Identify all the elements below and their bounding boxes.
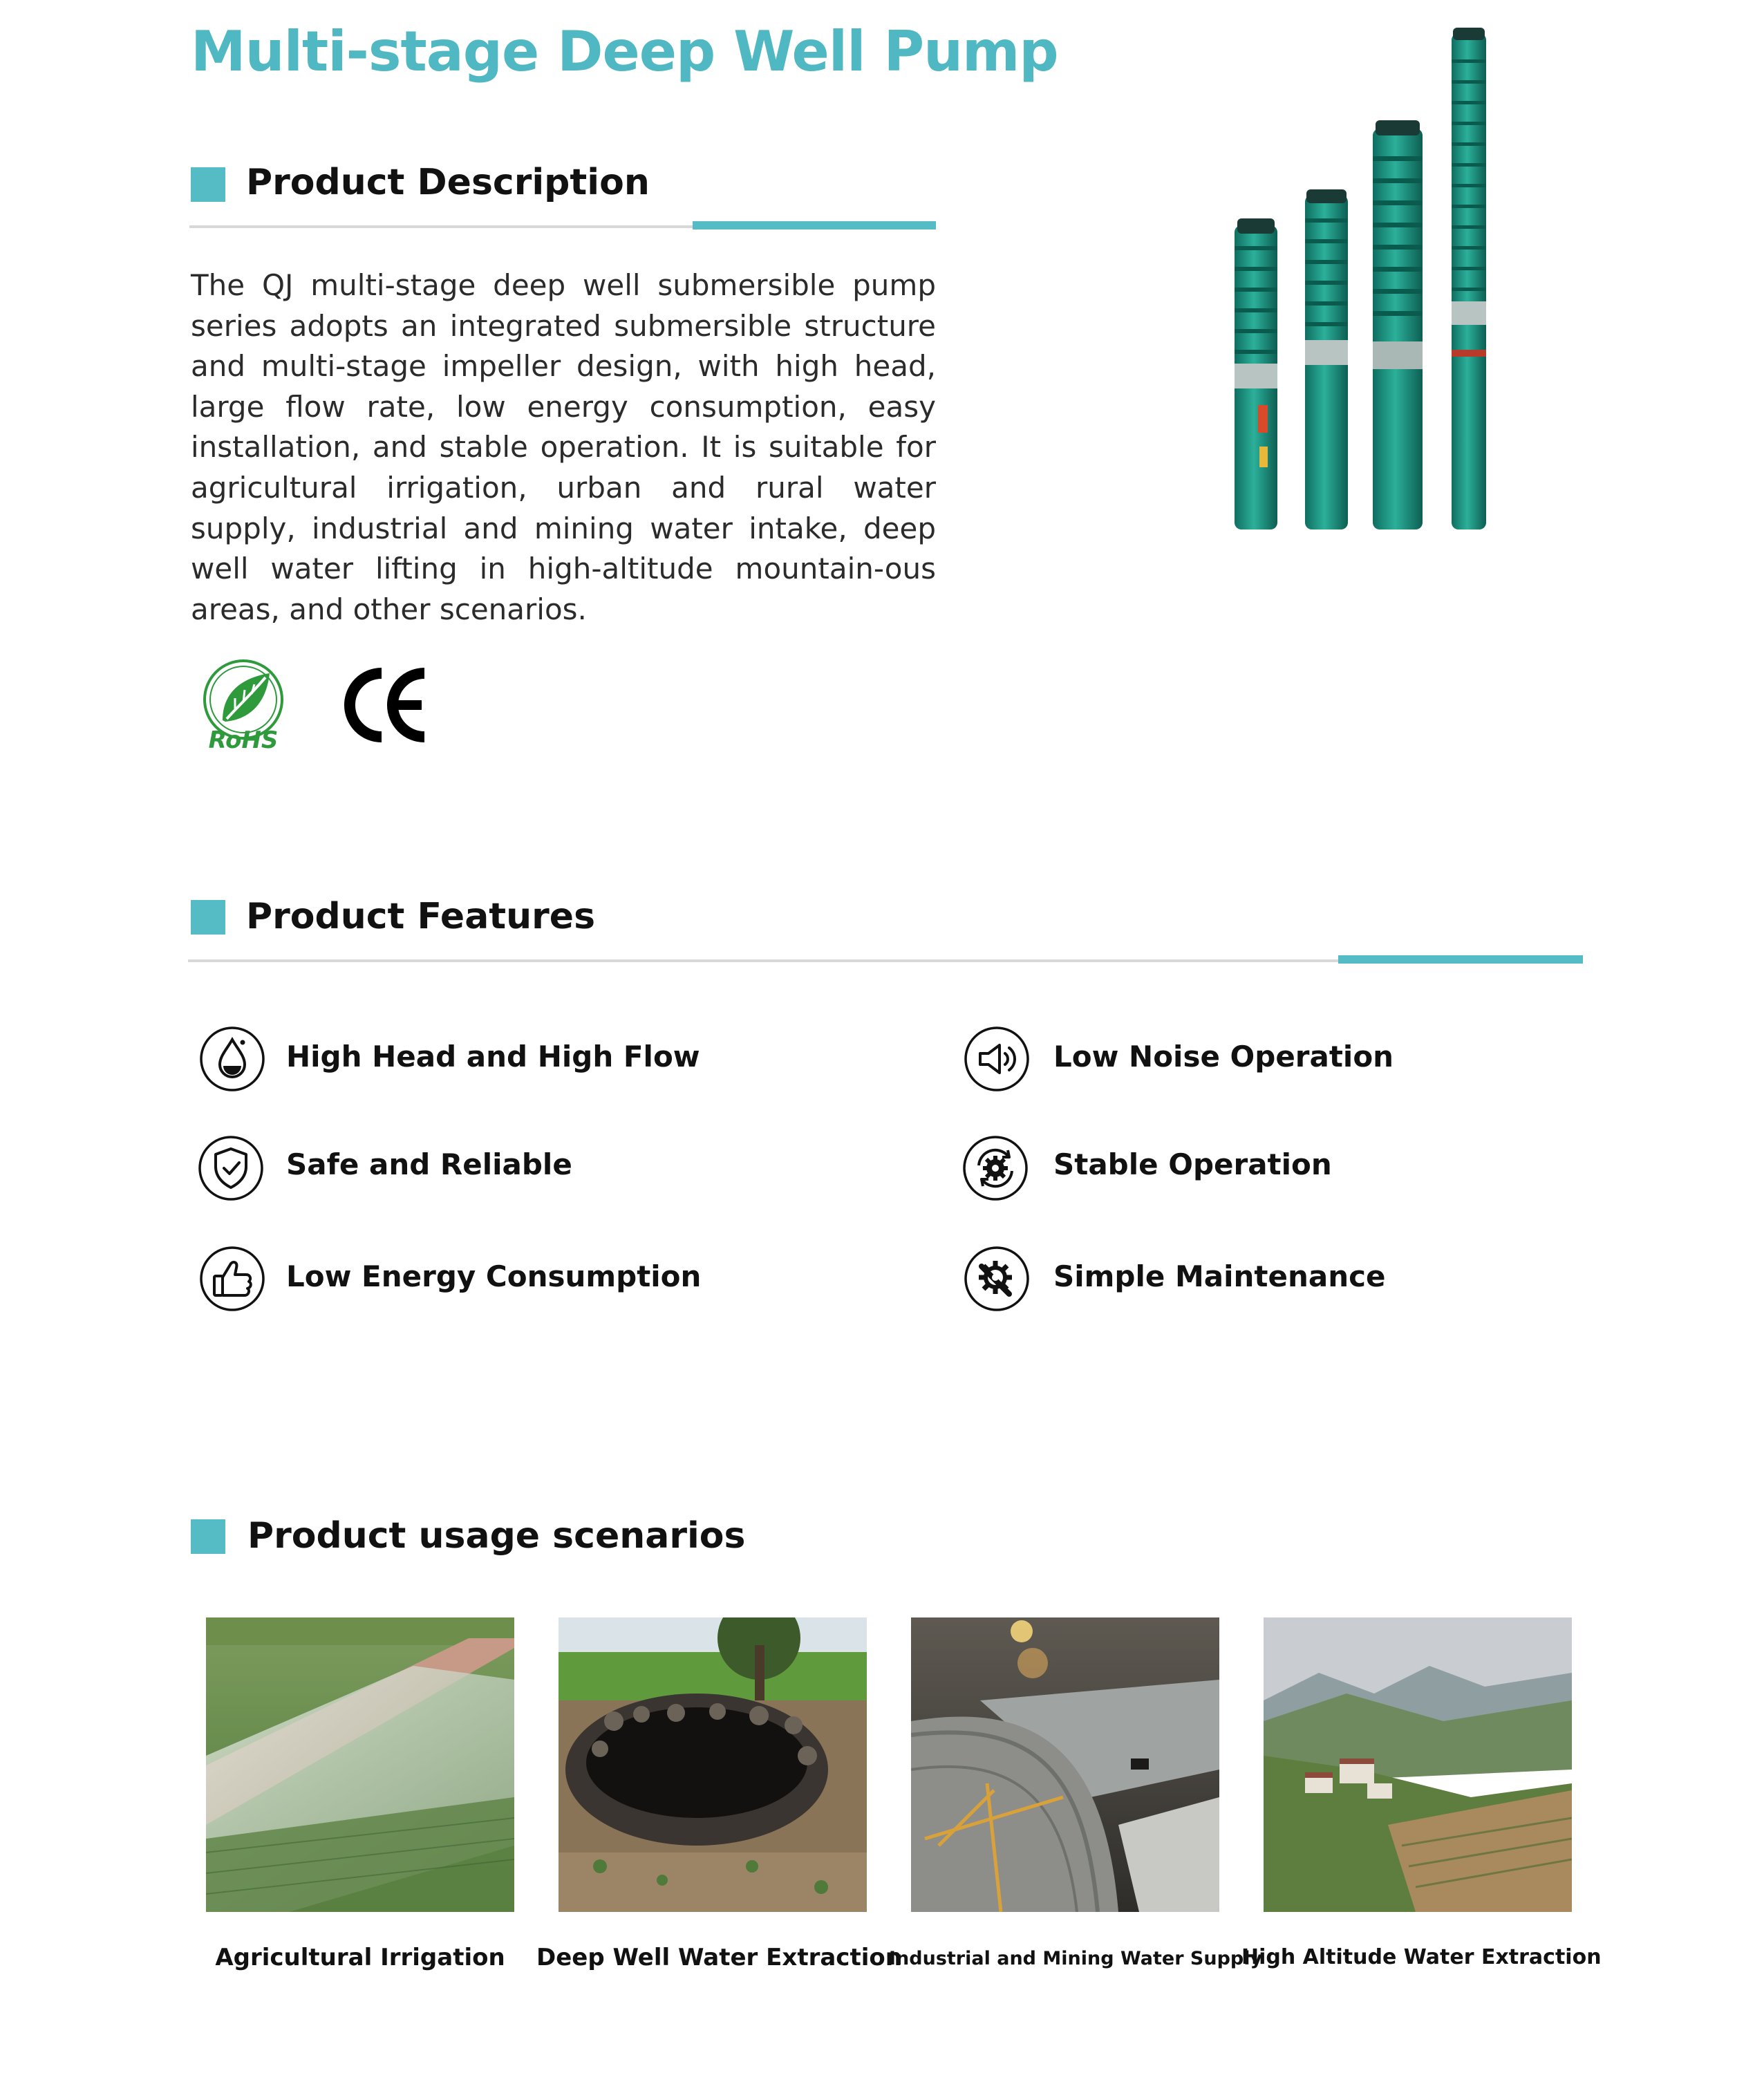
- svg-text:RoHS: RoHS: [208, 726, 279, 753]
- page-title: Multi-stage Deep Well Pump: [191, 19, 1058, 84]
- section-marker: [191, 167, 225, 202]
- scenario-image-industrial: [911, 1617, 1219, 1912]
- scenario-caption: Industrial and Mining Water Supply: [889, 1948, 1263, 1969]
- ce-mark: [341, 664, 431, 747]
- pump-image: [1217, 25, 1507, 536]
- shield-check-icon: [198, 1135, 264, 1201]
- features-heading: Product Features: [246, 896, 596, 937]
- scenario-caption: Agricultural Irrigation: [215, 1944, 505, 1971]
- wrench-gear-icon: [964, 1246, 1030, 1312]
- pump-1: [1235, 218, 1277, 529]
- description-heading: Product Description: [246, 162, 650, 203]
- water-drop-icon: [199, 1026, 265, 1092]
- description-text: The QJ multi-stage deep well submersible pump series adopts an integrated submersible structure and multi-stage impeller design, with high head, large flow rate, low energy consumption, easy installation, and stable operation. It is suitable for agricultural irrigation, urban and rural water supply, industrial and mining water intake, deep well water lifting in high-altitude mountain-ous areas, and other scenarios.: [191, 268, 936, 626]
- pump-3: [1373, 120, 1423, 529]
- section-divider-accent: [693, 221, 936, 229]
- scenarios-heading: Product usage scenarios: [247, 1515, 746, 1557]
- gear-cycle-icon: [962, 1135, 1029, 1201]
- speaker-icon: [964, 1026, 1030, 1092]
- scenario-image-deep-well: [559, 1617, 867, 1912]
- feature-label: Simple Maintenance: [1053, 1259, 1386, 1293]
- scenario-caption: High Altitude Water Extraction: [1241, 1945, 1602, 1969]
- feature-label: Low Energy Consumption: [286, 1259, 702, 1293]
- thumbs-up-icon: [199, 1246, 265, 1312]
- rohs-logo: [195, 657, 292, 753]
- scenario-image-high-altitude: [1264, 1617, 1572, 1912]
- pump-2: [1305, 189, 1348, 529]
- pump-4: [1452, 28, 1486, 529]
- feature-label: High Head and High Flow: [286, 1040, 700, 1073]
- section-marker: [191, 1519, 225, 1554]
- section-marker: [191, 900, 225, 935]
- feature-label: Low Noise Operation: [1053, 1040, 1394, 1073]
- scenario-caption: Deep Well Water Extraction: [536, 1944, 902, 1971]
- feature-label: Safe and Reliable: [286, 1147, 572, 1181]
- feature-label: Stable Operation: [1053, 1147, 1332, 1181]
- section-divider-accent: [1338, 955, 1583, 964]
- scenario-image-irrigation: [206, 1617, 514, 1912]
